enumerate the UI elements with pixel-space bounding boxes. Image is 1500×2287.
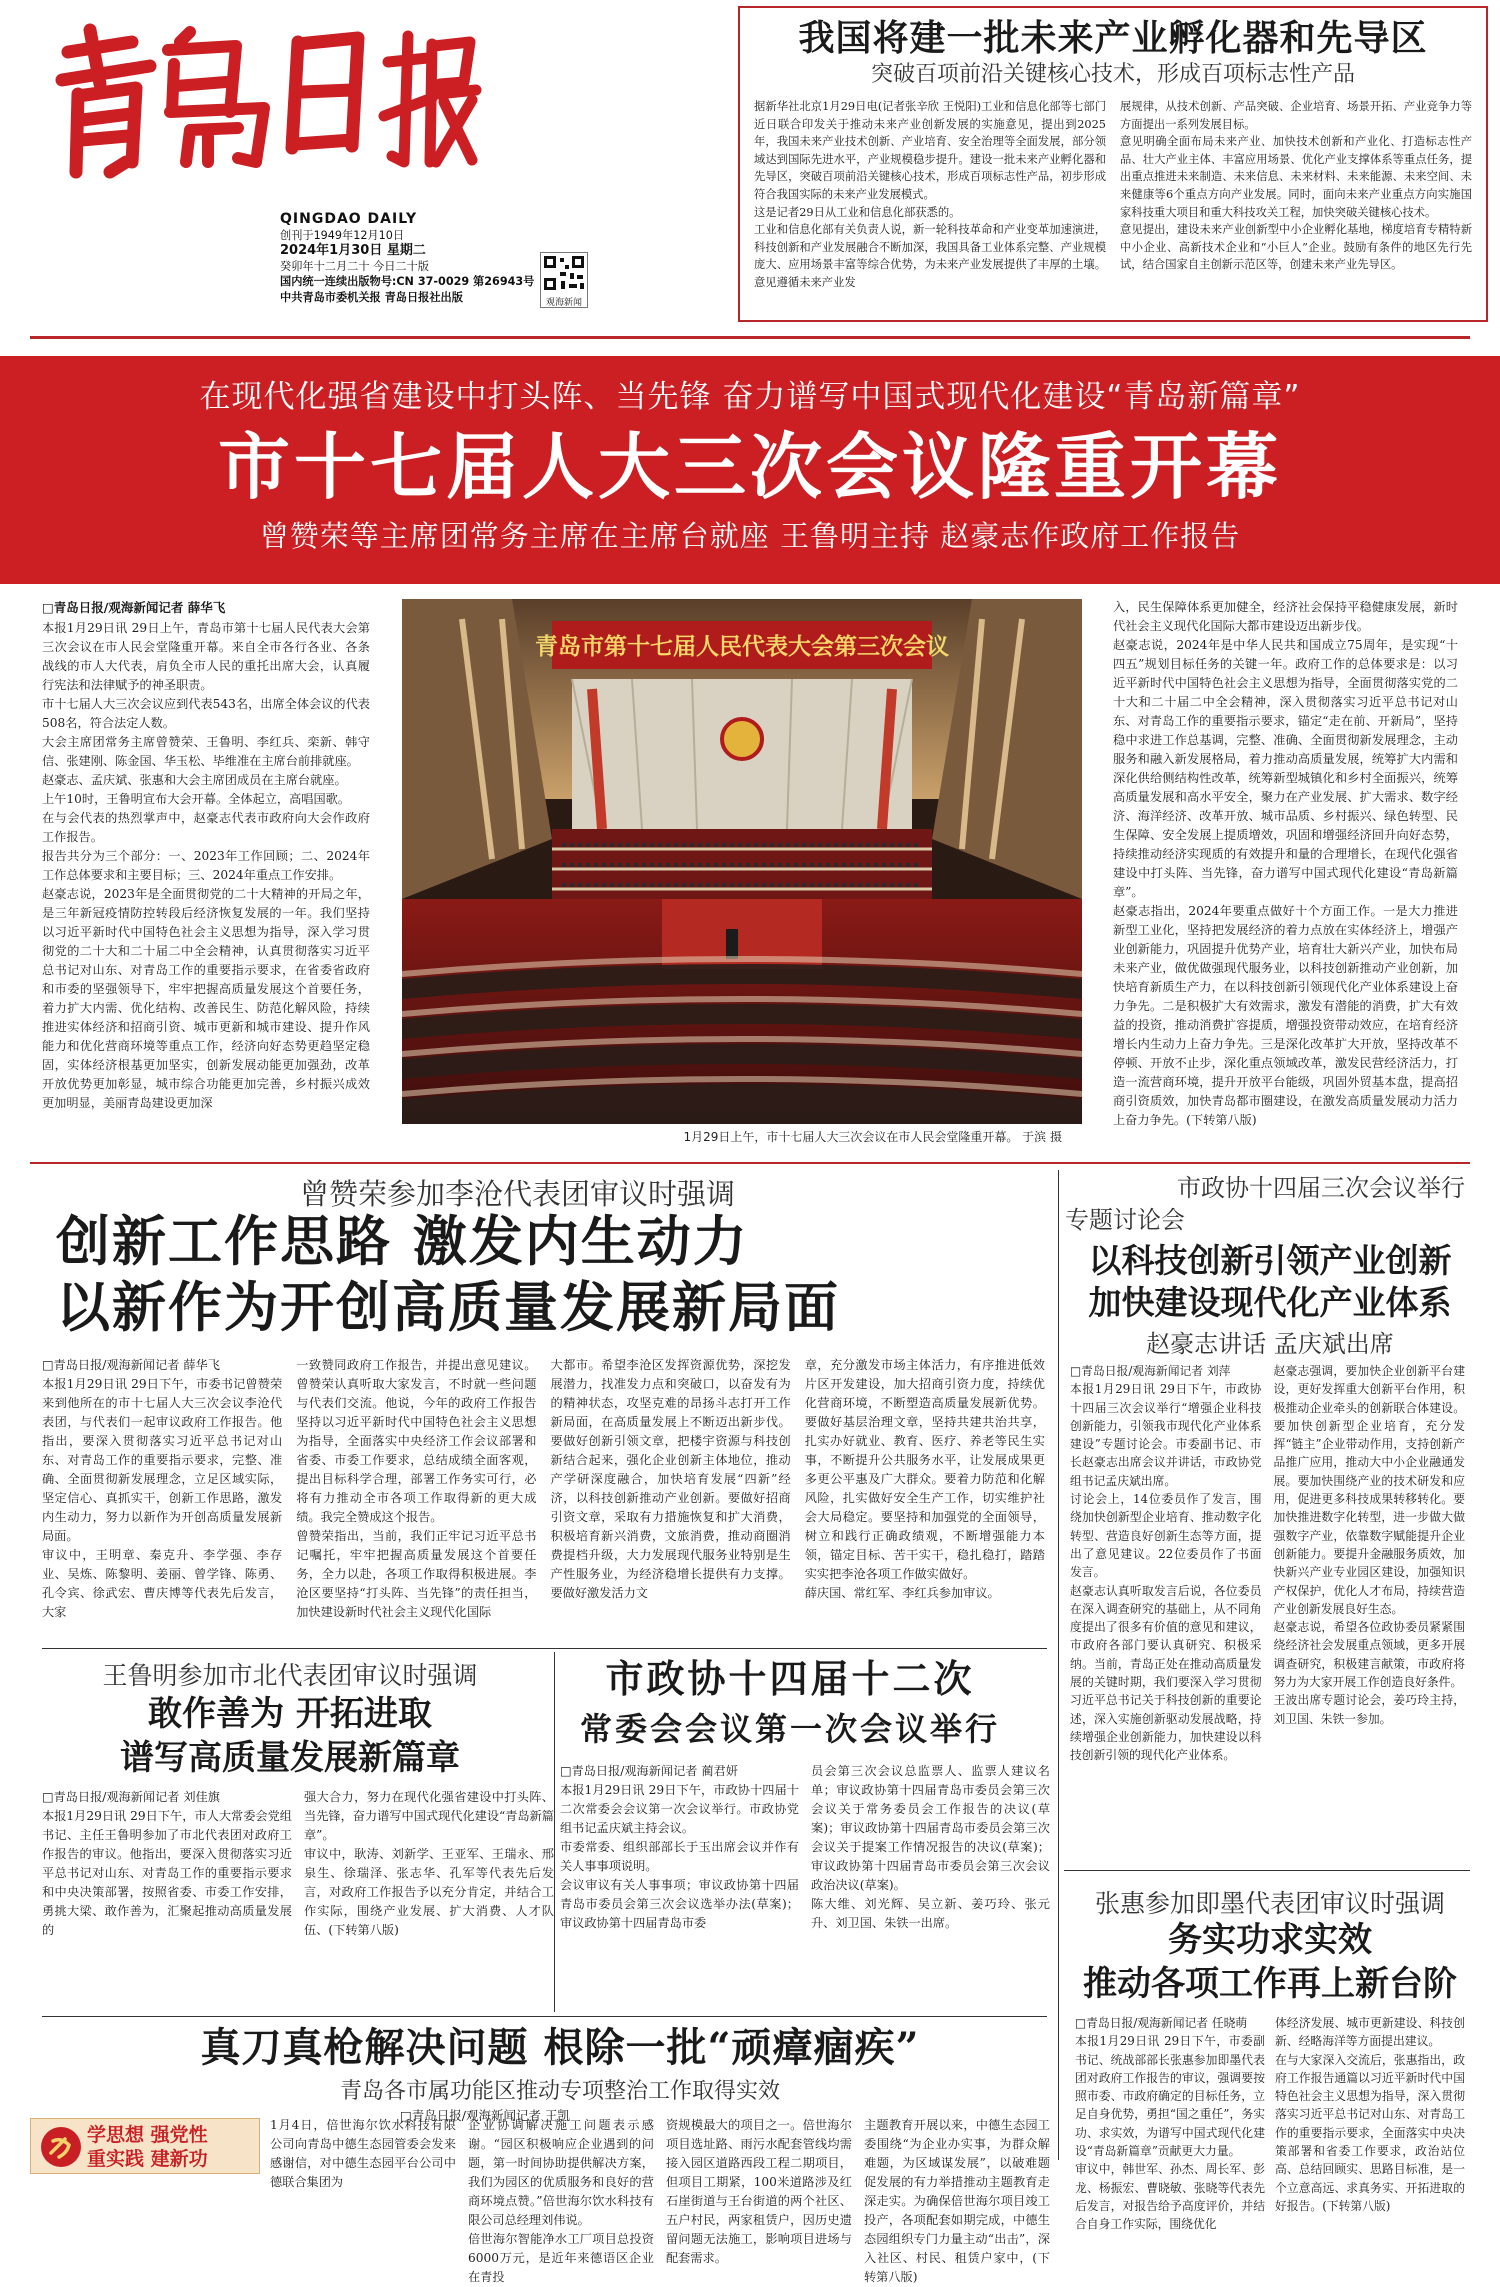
- column-badge: [30, 2118, 260, 2174]
- cppcc-headline: [1065, 1240, 1475, 1324]
- cppcc-column: 赵豪志强调，要加快企业创新平台建设，更好发挥重大创新平台作用，积极推动企业牵头的创新联合体建设。要加快创新型企业培育，充分发挥“链主”企业带动作用，支持创新产品推广应用，推动大中小企业融通发展。要加快围绕产业的技术研发和应用，促进更多科技成果转移转化。要加快推进数字化转型，进一步做大做强数字产业，依靠数字赋能提升企业创新能力。要提升金融服务质效，加快新兴产业专业园区建设，加强知识产权保护，优化人才布局，持续营造产业创新发展良好生态。 赵豪志说，希望各位政协委员紧紧围绕经济社会发展重点领域，更多开展调查研究，积极建言献策，市政府将努力为大家开展工作创造良好条件。 王波出席专题讨论会，姜巧玲主持，刘卫国、朱铁一参加。: [1273, 1364, 1465, 1726]
- story6-column: 资规模最大的项目之一。倍世海尔项目选址路、雨污水配套管线均需接入园区道路西段工程二期项目，但项目工期紧，100米道路涉及红石崖街道与王台街道的两个社区、五户村民，两家租赁户，因历史遗留问题无法施工，影响项目进场与配套需求。: [666, 2118, 852, 2265]
- lead-banner: [0, 356, 1500, 584]
- story2-kicker: 曾赞荣参加李沧代表团审议时强调: [300, 1177, 736, 1211]
- top-story-column: 展规律，从技术创新、产品突破、企业培育、场景开拓、产业竞争力等方面提出一系列发展目标。 意见明确全面布局未来产业、加快技术创新和产业化、打造标志性产品、壮大产业主体、丰富应用场景、优化产业支撑体系等重点任务，提出重点推进未来制造、未来信息、未来材料、未来能源、未来空间、未来健康等6个重点方向产业发展。同时，面向未来产业重点方向实施国家科技重大项目和重大科技攻关工程，加快突破关键核心技术。 意见提出，建设未来产业创新型中小企业孵化基地，梯度培育专精特新中小企业、高新技术企业和“小巨人”企业。鼓励有条件的地区先行先试，结合国家自主创新示范区等，创建未来产业先导区。: [1120, 100, 1472, 272]
- story4-headline-line2: 常委会会议第一次会议举行: [579, 1710, 1000, 1748]
- story2-column: 章，充分激发市场主体活力，有序推进低效片区开发建设，加大招商引资力度，持续优化营商环境，不断塑造高质量发展新优势。要做好基层治理文章，坚持共建共治共享，扎实办好就业、教育、医疗、养老等民生实事，不断提升公共服务水平，让发展成果更多更公平惠及广大群众。要着力防范和化解风险，扎实做好安全生产工作，切实维护社会大局稳定。要坚持和加强党的全面领导，树立和践行正确政绩观，不断增强能力本领，锚定目标、苦干实干，稳扎稳打，踏踏实实把李沧各项工作做实做好。 薛庆国、常红军、李红兵参加审议。: [804, 1358, 1045, 1600]
- story2-column: 大都市。希望李沧区发挥资源优势，深挖发展潜力，找准发力点和突破口，以奋发有为的精神状态，攻坚克难的昂扬斗志打开工作新局面，在高质量发展上不断迈出新步伐。要做好创新引领文章，把楼宇资源与科技创新结合起来，强化企业创新主体地位，推动产学研深度融合，加快培育发展“四新”经济，以科技创新推动产业创新。要做好招商引资文章，采取有力措施恢复和扩大消费，积极培育新兴消费，文旅消费，推动商圈消费提档升级，大力发展现代服务业特别是生产性服务业，为经济稳增长提供有力支撑。要做好激发活力文: [550, 1358, 791, 1600]
- cppcc-kicker: 市政协十四届三次会议举行: [1177, 1174, 1465, 1202]
- lunar-date: 癸卯年十二月二十 今日二十版: [280, 259, 429, 273]
- story5-kicker: 张惠参加即墨代表团审议时强调: [1094, 1889, 1445, 1918]
- story3-headline-line2: 谱写高质量发展新篇章: [120, 1738, 460, 1778]
- national-emblem-icon: [722, 719, 762, 759]
- story4-headline: [560, 1654, 1020, 1754]
- lead-text-left: 本报1月29日讯 29日上午，青岛市第十七届人民代表大会第三次会议在市人民会堂隆重开幕。来自全市各行各业、各条战线的市人大代表，肩负全市人民的重托出席大会，认真履行宪法和法律赋予的神圣职责。 市十七届人大三次会议应到代表543名，出席全体会议的代表508名，符合法定人数。 大会主席团常务主席曾赞荣、王鲁明、李红兵、栾新、韩守信、张建刚、陈金国、华玉松、毕维准在主席台前排就座。 赵豪志、孟庆斌、张惠和大会主席团成员在主席台就座。 上午10时，王鲁明宣布大会开幕。全体起立，高唱国歌。 在与会代表的热烈掌声中，赵豪志代表市政府向大会作政府工作报告。 报告共分为三个部分：一、2023年工作回顾；二、2024年工作总体要求和主要目标；三、2024年重点工作安排。 赵豪志说，2023年是全面贯彻党的二十大精神的开局之年，是三年新冠疫情防控转段后经济恢复发展的一年。我们坚持以习近平新时代中国特色社会主义思想为指导，深入学习贯彻党的二十大和二十届二中全会精神，认真贯彻落实习近平总书记对山东、对青岛工作的重要指示要求，在省委省政府和市委的坚强领导下，牢牢把握高质量发展这个首要任务，着力扩大内需、优化结构、改善民生、防范化解风险，持续推进实体经济和招商引资、城市更新和城市建设、提升作风能力和优化营商环境等重点工作，经济向好态势更趋坚定稳固，实体经济根基更加坚实，创新发展动能更加强劲，改革开放优势更加彰显，城市综合功能更加完善，乡村振兴成效更加明显，美丽青岛建设更加深: [42, 621, 370, 1110]
- story6-headline: 真刀真枪解决问题 根除一批“顽瘴痼疾”: [200, 2024, 920, 2071]
- story5-column: 体经济发展、城市更新建设、科技创新、经略海洋等方面提出建议。 在与大家深入交流后，张惠指出，政府工作报告通篇以习近平新时代中国特色社会主义思想为指导，深入贯彻落实习近平总书记对山东、对青岛工作的重要指示要求，全面落实中央决策部署和省委工作要求，政治站位高、总结回顾实、思路目标准，是一个立意高远、求真务实、开拓进取的好报告。(下转第八版): [1275, 2016, 1465, 2213]
- story2-column: 一致赞同政府工作报告，并提出意见建议。曾赞荣认真听取大家发言，不时就一些问题与代表们交流。他说，今年的政府工作报告坚持以习近平新时代中国特色社会主义思想为指导，全面落实中央经济工作会议部署和省委、市委工作要求，总结成绩全面客观，提出目标科学合理，部署工作务实可行，必将有力推动全市各项工作取得新的更大成绩。我完全赞成这个报告。 曾赞荣指出，当前，我们正牢记习近平总书记嘱托，牢牢把握高质量发展这个首要任务，全力以赴，各项工作取得积极进展。李沧区要坚持“打头阵、当先锋”的责任担当，加快建设新时代社会主义现代化国际: [296, 1358, 537, 1619]
- story5-headline-line2: 推动各项工作再上新台阶: [1083, 1964, 1457, 2004]
- qr-code[interactable]: [540, 252, 588, 308]
- story6-column: 企业协调解决施工问题表示感谢。“园区积极响应企业遇到的问题，第一时间协助提供解决方案，我们为园区的优质服务和良好的营商环境点赞。”倍世海尔饮水科技有限公司总经理刘伟说。 倍世海尔智能净水工厂项目总投资6000万元，是近年来德语区企业在青投: [468, 2118, 654, 2284]
- top-story-column: 据新华社北京1月29日电(记者张辛欣 王悦阳)工业和信息化部等七部门近日联合印发关于推动未来产业创新发展的实施意见，提出到2025年，我国未来产业技术创新、产业培育、安全治理等全面发展，部分领域达到国际先进水平，产业规模稳步提升。建设一批未来产业孵化器和先导区，突破百项前沿关键核心技术，形成百项标志性产品，初步形成符合我国实际的未来产业发展模式。 这是记者29日从工业和信息化部获悉的。 工业和信息化部有关负责人说，新一轮科技革命和产业变革加速演进，科技创新和产业发展融合不断加深，我国具备工业体系完整、产业规模庞大、应用场景丰富等综合优势，为未来产业发展提供了丰厚的土壤。意见遵循未来产业发: [754, 100, 1106, 289]
- story6-subhead: 青岛各市属功能区推动专项整治工作取得实效: [339, 2079, 780, 2104]
- cppcc-headline-line1: 以科技创新引领产业创新: [1088, 1241, 1452, 1280]
- story6-column: 主题教育开展以来，中德生态园工委围绕“为企业办实事，为群众解难题，为区域谋发展”，以破难题促发展的有力举措推动主题教育走深走实。为确保倍世海尔项目竣工投产，各项配套如期完成，中德生态园组织专门力量主动“出击”，深入社区、村民、租赁户家中，(下转第八版): [864, 2118, 1050, 2284]
- cppcc-subhead: 赵豪志讲话 孟庆斌出席: [1146, 1330, 1394, 1358]
- assembly-hall-photo: [402, 599, 1082, 1124]
- story3-column: 强大合力，努力在现代化强省建设中打头阵、当先锋，奋力谱写中国式现代化建设“青岛新篇章”。 审议中，耿涛、刘新学、王亚军、王瑞永、邢泉生、徐瑞泽、张志华、孔军等代表先后发言，对政府工作报告予以充分肯定，并结合工作实际，围绕产业发展、扩大消费、人才队伍、(下转第八版): [304, 1790, 554, 1937]
- column-divider: [554, 1652, 555, 2012]
- lead-text-right: 入，民生保障体系更加健全，经济社会保持平稳健康发展，新时代社会主义现代化国际大都市建设迈出新步伐。 赵豪志说，2024年是中华人民共和国成立75周年，是实现“十四五”规划目标任务的关键一年。政府工作的总体要求是：以习近平新时代中国特色社会主义思想为指导，全面贯彻落实党的二十大和二十届二中全会精神，深入贯彻落实习近平总书记对山东、对青岛工作的重要指示要求，锚定“走在前、开新局”，坚持稳中求进工作总基调，完整、准确、全面贯彻新发展理念，主动服务和融入新发展格局，着力推动高质量发展，统筹扩大内需和深化供给侧结构性改革，统筹新型城镇化和乡村全面振兴，统筹高质量发展和高水平安全，聚力在产业发展、扩大需求、数字经济、海洋经济、改革开放、城市品质、乡村振兴、绿色转型、民生保障、安全发展上提质增效，巩固和增强经济回升向好态势，持续推动经济实现质的有效提升和量的合理增长，在现代化强省建设中打头阵、当先锋，奋力谱写中国式现代化建设“青岛新篇章”。 赵豪志指出，2024年要重点做好十个方面工作。一是大力推进新型工业化，坚持把发展经济的着力点放在实体经济上，增强产业创新能力，巩固提升优势产业，培育壮大新兴产业，加快布局未来产业，做优做强现代服务业，以科技创新推动产业创新，加快培育新质生产力，在以科技创新引领现代化产业体系建设上奋力争先。二是积极扩大有效需求，激发有潜能的消费，扩大有效益的投资，推动消费扩容提质，增强投资带动效应，在培育经济增长内生动力上奋力争先。三是深化改革扩大开放，坚持改革不停顿、开放不止步，深化重点领域改革，激发民营经济活力，打造一流营商环境，提升开放平台能级，巩固外贸基本盘，提高招商引资质效，加快青岛都市圈建设，在激发高质量发展动力活力上奋力争先。(下转第八版): [1113, 600, 1458, 1127]
- masthead-meta: [280, 211, 535, 305]
- section-rule: [42, 1648, 1047, 1649]
- top-story-headline: 我国将建一批未来产业孵化器和先导区: [798, 17, 1428, 59]
- story2-headline-line1: 创新工作思路 激发内生动力: [56, 1209, 749, 1273]
- hall-banner-text: 青岛市第十七届人民代表大会第三次会议: [535, 633, 949, 660]
- column-divider: [1058, 1170, 1059, 2160]
- story3-headline: [60, 1692, 520, 1780]
- section-rule: [30, 1162, 1470, 1164]
- lead-photo: [402, 599, 1082, 1124]
- story6-byline: □青岛日报/观海新闻记者 王凯: [400, 2108, 570, 2123]
- lead-byline: □青岛日报/观海新闻记者 薛华飞: [42, 600, 226, 615]
- section-rule: [1064, 1870, 1470, 1871]
- lead-story-right: [1113, 598, 1458, 1160]
- story6-column: 1月4日，倍世海尔饮水科技有限公司向青岛中德生态园管委会发来感谢信，对中德生态园平台公司中德联合集团为: [270, 2118, 456, 2189]
- masthead-title-en: QINGDAO DAILY: [280, 211, 418, 227]
- lead-story-left: [42, 598, 370, 1158]
- story4-headline-line1: 市政协十四届十二次: [605, 1656, 975, 1701]
- story5-headline-line1: 务实功求实效: [1168, 1920, 1372, 1960]
- masthead-rule: [30, 336, 1470, 339]
- issue-date: 2024年1月30日 星期二: [280, 243, 426, 258]
- banner-subhead: 曾赞荣等主席团常务主席在主席台就座 王鲁明主持 赵豪志作政府工作报告: [259, 519, 1241, 553]
- top-story-subhead: 突破百项前沿关键核心技术，形成百项标志性产品: [870, 62, 1355, 87]
- section-rule: [42, 2016, 1047, 2017]
- banner-kicker: 在现代化强省建设中打头阵、当先锋 奋力谱写中国式现代化建设“青岛新篇章”: [199, 379, 1301, 415]
- story2-headline-line2: 以新作为开创高质量发展新局面: [56, 1275, 840, 1339]
- story4-body: [560, 1762, 1050, 2012]
- cppcc-column: □青岛日报/观海新闻记者 刘萍 本报1月29日讯 29日下午，市政协十四届三次会议举行“增强企业科技创新能力，引领我市现代化产业体系建设”专题讨论会。市委副书记、市长赵豪志出席会议并讲话，市政协党组书记孟庆斌出席。 讨论会上，14位委员作了发言，围绕加快创新型企业培育、推动数字化转型、营造良好创新生态等方面，提出了意见建议。22位委员作了书面发言。 赵豪志认真听取发言后说，各位委员在深入调查研究的基础上，从不同角度提出了很多有价值的意见和建议，市政府各部门要认真研究、积极采纳。当前，青岛正处在推动高质量发展的关键时期，我们要深入学习贯彻习近平总书记关于科技创新的重要论述，深入实施创新驱动发展战略，持续增强企业创新能力，加快建设以科技创新引领的现代化产业体系。: [1070, 1364, 1262, 1763]
- photo-caption: 1月29日上午，市十七届人大三次会议在市人民会堂隆重开幕。 于滨 摄: [683, 1130, 1062, 1144]
- top-story: [738, 6, 1488, 322]
- story3-column: □青岛日报/观海新闻记者 刘佳旗 本报1月29日讯 29日下午，市人大常委会党组书记、主任王鲁明参加了市北代表团对政府工作报告的审议。他指出，要深入贯彻落实习近平总书记对山东、对青岛工作的重要指示要求和中央决策部署，按照省委、市委工作安排，勇挑大梁、敢作善为，汇聚起推动高质量发展的: [42, 1790, 292, 1937]
- cppcc-kicker2: 专题讨论会: [1065, 1206, 1185, 1234]
- story2-column: □青岛日报/观海新闻记者 薛华飞 本报1月29日讯 29日下午，市委书记曾赞荣来到他所在的市十七届人大三次会议李沧代表团，与代表们一起审议政府工作报告。他指出，要深入贯彻落实习近平总书记对山东、对青岛工作的重要指示要求，完整、准确、全面贯彻新发展理念，立足区域实际，坚定信心、真抓实干，创新工作思路，激发内生动力，努力以新作为开创高质量发展新局面。 审议中，王明章、秦克升、李学强、李存业、吴炼、陈黎明、姜丽、曾学锋、陈勇、孔令宾、徐武宏、曹庆博等代表先后发言，大家: [42, 1358, 283, 1619]
- story3-headline-line1: 敢作善为 开拓进取: [148, 1694, 432, 1734]
- publisher-line: 中共青岛市委机关报 青岛日报社出版: [280, 290, 463, 304]
- cppcc-body: [1070, 1362, 1465, 1860]
- party-emblem-icon: [37, 2123, 85, 2171]
- masthead-logo: [40, 12, 480, 192]
- badge-text: [87, 2123, 208, 2171]
- banner-headline: 市十七届人大三次会议隆重开幕: [217, 424, 1282, 509]
- story5-column: □青岛日报/观海新闻记者 任晓萌 本报1月29日讯 29日下午，市委副书记、统战部部长张惠参加即墨代表团对政府工作报告的审议，强调要按照市委、市政府确定的目标任务，立足自身优势，勇担“国之重任”，务实功、求实效，为谱写中国式现代化建设“青岛新篇章”贡献更大力量。 审议中，韩世军、孙杰、周长军、彭龙、杨振宏、曹晓敏、张晓等代表先后发言，对报告给予高度评价，并结合自身工作实际，围绕优化: [1075, 2016, 1265, 2232]
- badge-line2: 重实践 建新功: [87, 2148, 208, 2170]
- story4-column: □青岛日报/观海新闻记者 蔺君妍 本报1月29日讯 29日下午，市政协十四届十二次常委会会议第一次会议举行。市政协党组书记孟庆斌主持会议。 市委常委、组织部部长于玉出席会议并作有关人事事项说明。 会议审议有关人事事项；审议政协第十四届青岛市委员会第三次会议选举办法(草案)；审议政协第十四届青岛市委: [560, 1764, 799, 1930]
- story5-body: [1075, 2014, 1465, 2232]
- qr-code-icon: [541, 253, 587, 293]
- qr-label: 观海新闻: [545, 298, 582, 308]
- badge-line1: 学思想 强党性: [87, 2124, 208, 2146]
- masthead-calligraphy-logo: [40, 12, 480, 192]
- story3-body: [42, 1788, 554, 2008]
- story2-body: [42, 1356, 1045, 1642]
- serial-number: 国内统一连续出版物号:CN 37-0029 第26943号: [280, 275, 535, 288]
- story4-column: 员会第三次会议总监票人、监票人建议名单；审议政协第十四届青岛市委员会第三次会议关于常务委员会工作报告的决议(草案)；审议政协第十四届青岛市委员会第三次会议关于提案工作情况报告的决议(草案)；审议政协第十四届青岛市委员会第三次会议政治决议(草案)。 陈大维、刘光辉、吴立新、姜巧玲、张元升、刘卫国、朱铁一出席。: [811, 1764, 1050, 1930]
- story5-headline: [1070, 1918, 1470, 2006]
- story3-kicker: 王鲁明参加市北代表团审议时强调: [102, 1661, 478, 1690]
- story6-body: [270, 2116, 1050, 2284]
- cppcc-headline-line2: 加快建设现代化产业体系: [1088, 1283, 1452, 1322]
- masthead-founded: 创刊于1949年12月10日: [280, 228, 405, 242]
